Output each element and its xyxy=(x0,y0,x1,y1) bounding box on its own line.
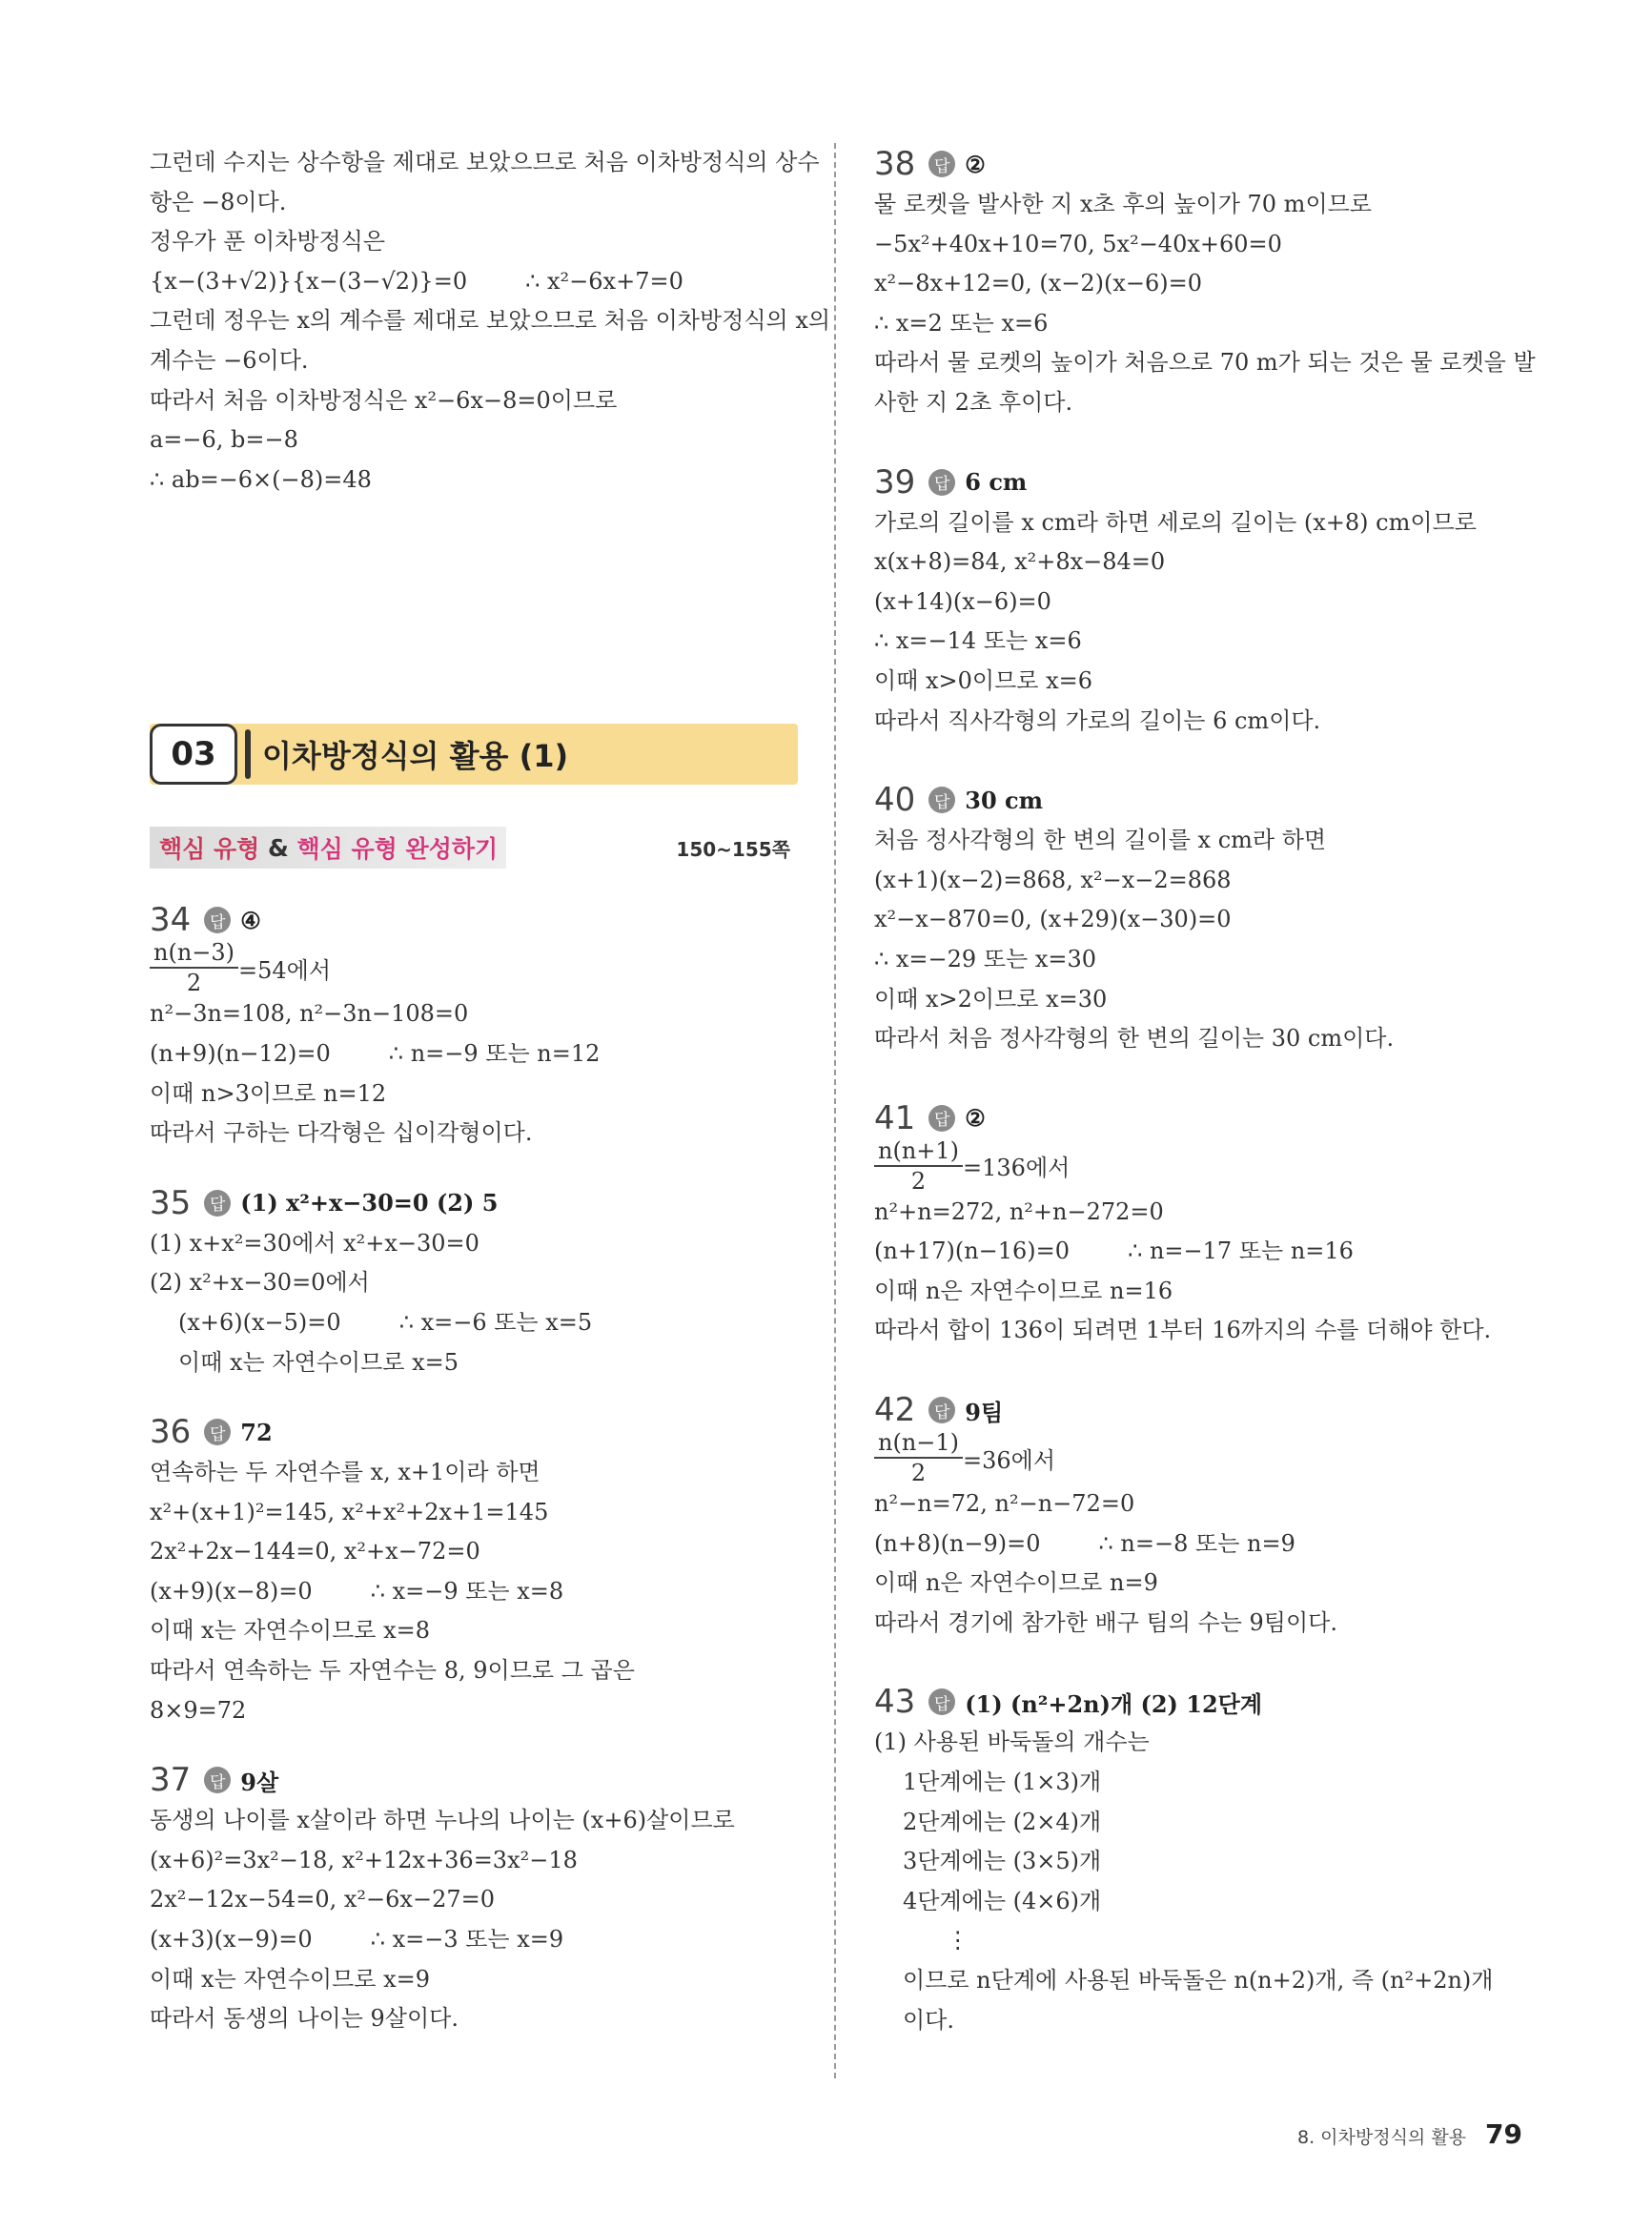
problem-number: 36 xyxy=(150,1413,192,1452)
text-line: (n+9)(n−12)=0 ∴ n=−9 또는 n=12 xyxy=(150,1039,601,1067)
text-line: {x−(3+√2)}{x−(3−√2)}=0 ∴ x²−6x+7=0 xyxy=(150,267,683,295)
problem-number: 39 xyxy=(874,462,916,501)
text-line: 정우가 푼 이차방정식은 xyxy=(150,228,386,256)
text-line: 계수는 −6이다. xyxy=(150,346,309,374)
fraction-line xyxy=(150,939,798,997)
subsection-pages: 150~155쪽 xyxy=(676,837,790,861)
text-line: 따라서 물 로켓의 높이가 처음으로 70 m가 되는 것은 물 로켓을 발 xyxy=(874,349,1536,377)
answer-badge: 답 xyxy=(928,469,955,496)
subsection-title-b: 핵심 유형 완성하기 xyxy=(296,835,499,864)
fraction xyxy=(150,938,238,997)
subsection-header xyxy=(150,827,798,870)
section-number: 03 xyxy=(150,724,237,785)
fraction xyxy=(874,1428,963,1487)
text-line: (2) x²+x−30=0에서 xyxy=(150,1269,370,1297)
text-line: 1단계에는 (1×3)개 xyxy=(903,1769,1102,1796)
text-line: (1) x+x²=30에서 x²+x−30=0 xyxy=(150,1229,479,1257)
fraction-numerator: n(n+1) xyxy=(874,1136,963,1167)
text-line: (x+1)(x−2)=868, x²−x−2=868 xyxy=(874,866,1232,893)
text-line: (x+6)²=3x²−18, x²+12x+36=3x²−18 xyxy=(150,1846,578,1873)
text-line: 그런데 정우는 x의 계수를 제대로 보았으므로 처음 이차방정식의 x의 xyxy=(150,307,831,335)
text-line: −5x²+40x+10=70, 5x²−40x+60=0 xyxy=(874,230,1282,257)
problem-number: 40 xyxy=(874,781,916,820)
answer-text: ④ xyxy=(240,906,261,934)
text-line: 따라서 직사각형의 가로의 길이는 6 cm이다. xyxy=(874,706,1321,734)
text-line: 3단계에는 (3×5)개 xyxy=(903,1848,1102,1875)
fraction xyxy=(874,1136,963,1196)
text-line: 이때 x는 자연수이므로 x=5 xyxy=(178,1348,459,1376)
fraction-numerator: n(n−1) xyxy=(874,1428,963,1459)
problem-number: 37 xyxy=(150,1761,192,1800)
answer-text: 9살 xyxy=(240,1768,279,1796)
text-line: 4단계에는 (4×6)개 xyxy=(903,1887,1102,1914)
text-line: 항은 −8이다. xyxy=(150,188,287,215)
text-line: n²−n=72, n²−n−72=0 xyxy=(874,1490,1135,1518)
subsection-title xyxy=(159,827,498,869)
text-line: (n+17)(n−16)=0 ∴ n=−17 또는 n=16 xyxy=(874,1238,1354,1265)
problem-number: 34 xyxy=(150,901,192,940)
text-line: 이때 x는 자연수이므로 x=8 xyxy=(150,1617,430,1645)
subsection-title-a: 핵심 유형 xyxy=(159,835,260,864)
answer-text: (1) x²+x−30=0 (2) 5 xyxy=(240,1189,499,1217)
text-line: (n+8)(n−9)=0 ∴ n=−8 또는 n=9 xyxy=(874,1529,1295,1557)
answer-text: (1) (n²+2n)개 (2) 12단계 xyxy=(965,1689,1263,1718)
section-divider-bar xyxy=(245,729,251,779)
text-line: 이때 n>3이므로 n=12 xyxy=(150,1079,387,1107)
answer-text: 6 cm xyxy=(965,468,1028,497)
text-line: 동생의 나이를 x살이라 하면 누나의 나이는 (x+6)살이므로 xyxy=(150,1807,735,1834)
answer-badge: 답 xyxy=(928,1688,955,1715)
problem-header xyxy=(874,143,1522,185)
fraction-numerator: n(n−3) xyxy=(150,938,238,969)
text-line: ∴ ab=−6×(−8)=48 xyxy=(150,465,372,493)
text-line: 물 로켓을 발사한 지 x초 후의 높이가 70 m이므로 xyxy=(874,191,1372,217)
text-line: (x+3)(x−9)=0 ∴ x=−3 또는 x=9 xyxy=(150,1926,564,1954)
answer-badge: 답 xyxy=(204,1190,231,1217)
answer-text: ② xyxy=(965,150,986,178)
problem-header xyxy=(150,1759,798,1801)
answer-text: ② xyxy=(965,1104,986,1133)
fraction-denominator: 2 xyxy=(910,1460,927,1487)
answer-badge: 답 xyxy=(204,1767,231,1793)
text-line: ∴ x=−14 또는 x=6 xyxy=(874,627,1082,655)
page-number: 79 xyxy=(1485,2118,1522,2150)
text-line: x²−8x+12=0, (x−2)(x−6)=0 xyxy=(874,270,1203,297)
answer-text: 72 xyxy=(240,1418,273,1446)
text-line: 따라서 합이 136이 되려면 1부터 16까지의 수를 더해야 한다. xyxy=(874,1317,1492,1344)
fraction-tail: =36에서 xyxy=(963,1446,1056,1474)
text-line: (x+14)(x−6)=0 xyxy=(874,587,1051,615)
text-line: 이때 x는 자연수이므로 x=9 xyxy=(150,1965,430,1993)
column-divider xyxy=(834,143,836,2078)
problem-number: 41 xyxy=(874,1098,916,1137)
text-line: ⋮ xyxy=(903,1927,969,1954)
answer-badge: 답 xyxy=(928,1397,955,1423)
problem-header xyxy=(150,1182,798,1224)
text-line: 따라서 경기에 참가한 배구 팀의 수는 9팀이다. xyxy=(874,1608,1337,1636)
text-line: 2단계에는 (2×4)개 xyxy=(903,1808,1102,1835)
text-line: (x+6)(x−5)=0 ∴ x=−6 또는 x=5 xyxy=(178,1308,593,1336)
text-line: n²+n=272, n²+n−272=0 xyxy=(874,1197,1164,1225)
text-line: 이때 n은 자연수이므로 n=16 xyxy=(874,1277,1173,1304)
text-line: x²−x−870=0, (x+29)(x−30)=0 xyxy=(874,906,1232,933)
text-line: ∴ x=2 또는 x=6 xyxy=(874,309,1049,337)
page-footer xyxy=(1297,2118,1522,2150)
chapter-title: 8. 이차방정식의 활용 xyxy=(1296,2127,1467,2148)
text-line: 8×9=72 xyxy=(150,1696,247,1724)
text-line: 가로의 길이를 x cm라 하면 세로의 길이는 (x+8) cm이므로 xyxy=(874,508,1477,536)
text-line: 이때 n은 자연수이므로 n=9 xyxy=(874,1569,1158,1597)
right-column xyxy=(874,143,1536,2040)
fraction-denominator: 2 xyxy=(910,1167,927,1195)
text-line: (x+9)(x−8)=0 ∴ x=−9 또는 x=8 xyxy=(150,1577,564,1605)
answer-badge: 답 xyxy=(928,787,955,813)
fraction-tail: =54에서 xyxy=(238,956,332,984)
text-line: 이때 x>2이므로 x=30 xyxy=(874,985,1108,1013)
text-line: 따라서 구하는 다각형은 십이각형이다. xyxy=(150,1119,533,1147)
fraction-denominator: 2 xyxy=(186,970,202,997)
fraction-line xyxy=(874,1429,1522,1487)
problem-header xyxy=(874,461,1522,503)
answer-badge: 답 xyxy=(204,1419,231,1445)
text-line: x(x+8)=84, x²+8x−84=0 xyxy=(874,548,1166,576)
text-line: 이다. xyxy=(903,2006,954,2034)
text-line: 처음 정사각형의 한 변의 길이를 x cm라 하면 xyxy=(874,827,1327,854)
text-line: 그런데 수지는 상수항을 제대로 보았으므로 처음 이차방정식의 상수 xyxy=(150,149,820,175)
problem-number: 38 xyxy=(874,145,916,183)
section-header xyxy=(150,724,798,788)
fraction-line xyxy=(874,1136,1522,1195)
answer-badge: 답 xyxy=(204,907,231,933)
problem-number: 42 xyxy=(874,1391,916,1430)
left-column xyxy=(150,143,831,2039)
text-line: (1) 사용된 바둑돌의 개수는 xyxy=(874,1729,1150,1756)
section-title: 이차방정식의 활용 (1) xyxy=(262,738,569,775)
text-line: 이때 x>0이므로 x=6 xyxy=(874,666,1093,694)
problem-number: 43 xyxy=(874,1683,916,1722)
problem-header xyxy=(150,1411,798,1453)
answer-text: 9팀 xyxy=(965,1398,1004,1426)
text-line: 연속하는 두 자연수를 x, x+1이라 하면 xyxy=(150,1459,540,1486)
text-line: 따라서 동생의 나이는 9살이다. xyxy=(150,2005,459,2033)
text-line: x²+(x+1)²=145, x²+x²+2x+1=145 xyxy=(150,1498,549,1525)
problem-header xyxy=(874,1097,1522,1139)
answer-badge: 답 xyxy=(928,151,955,177)
problem-number: 35 xyxy=(150,1183,192,1222)
fraction-tail: =136에서 xyxy=(963,1155,1071,1182)
text-line: 2x²−12x−54=0, x²−6x−27=0 xyxy=(150,1886,495,1913)
text-line: a=−6, b=−8 xyxy=(150,426,298,454)
problem-header xyxy=(874,1389,1522,1431)
answer-text: 30 cm xyxy=(965,786,1044,814)
problem-header xyxy=(150,899,798,941)
text-line: 따라서 처음 정사각형의 한 변의 길이는 30 cm이다. xyxy=(874,1025,1395,1053)
problem-header xyxy=(874,779,1522,821)
problem-header xyxy=(874,1681,1522,1723)
text-line: 사한 지 2초 후이다. xyxy=(874,388,1073,416)
text-line: ∴ x=−29 또는 x=30 xyxy=(874,945,1097,972)
subsection-amp: & xyxy=(259,833,297,862)
text-line: 따라서 처음 이차방정식은 x²−6x−8=0이므로 xyxy=(150,386,618,414)
answer-badge: 답 xyxy=(928,1105,955,1132)
text-line: 이므로 n단계에 사용된 바둑돌은 n(n+2)개, 즉 (n²+2n)개 xyxy=(903,1967,1494,1994)
text-line: 따라서 연속하는 두 자연수는 8, 9이므로 그 곱은 xyxy=(150,1657,635,1685)
text-line: 2x²+2x−144=0, x²+x−72=0 xyxy=(150,1538,480,1565)
text-line: n²−3n=108, n²−3n−108=0 xyxy=(150,1000,469,1028)
